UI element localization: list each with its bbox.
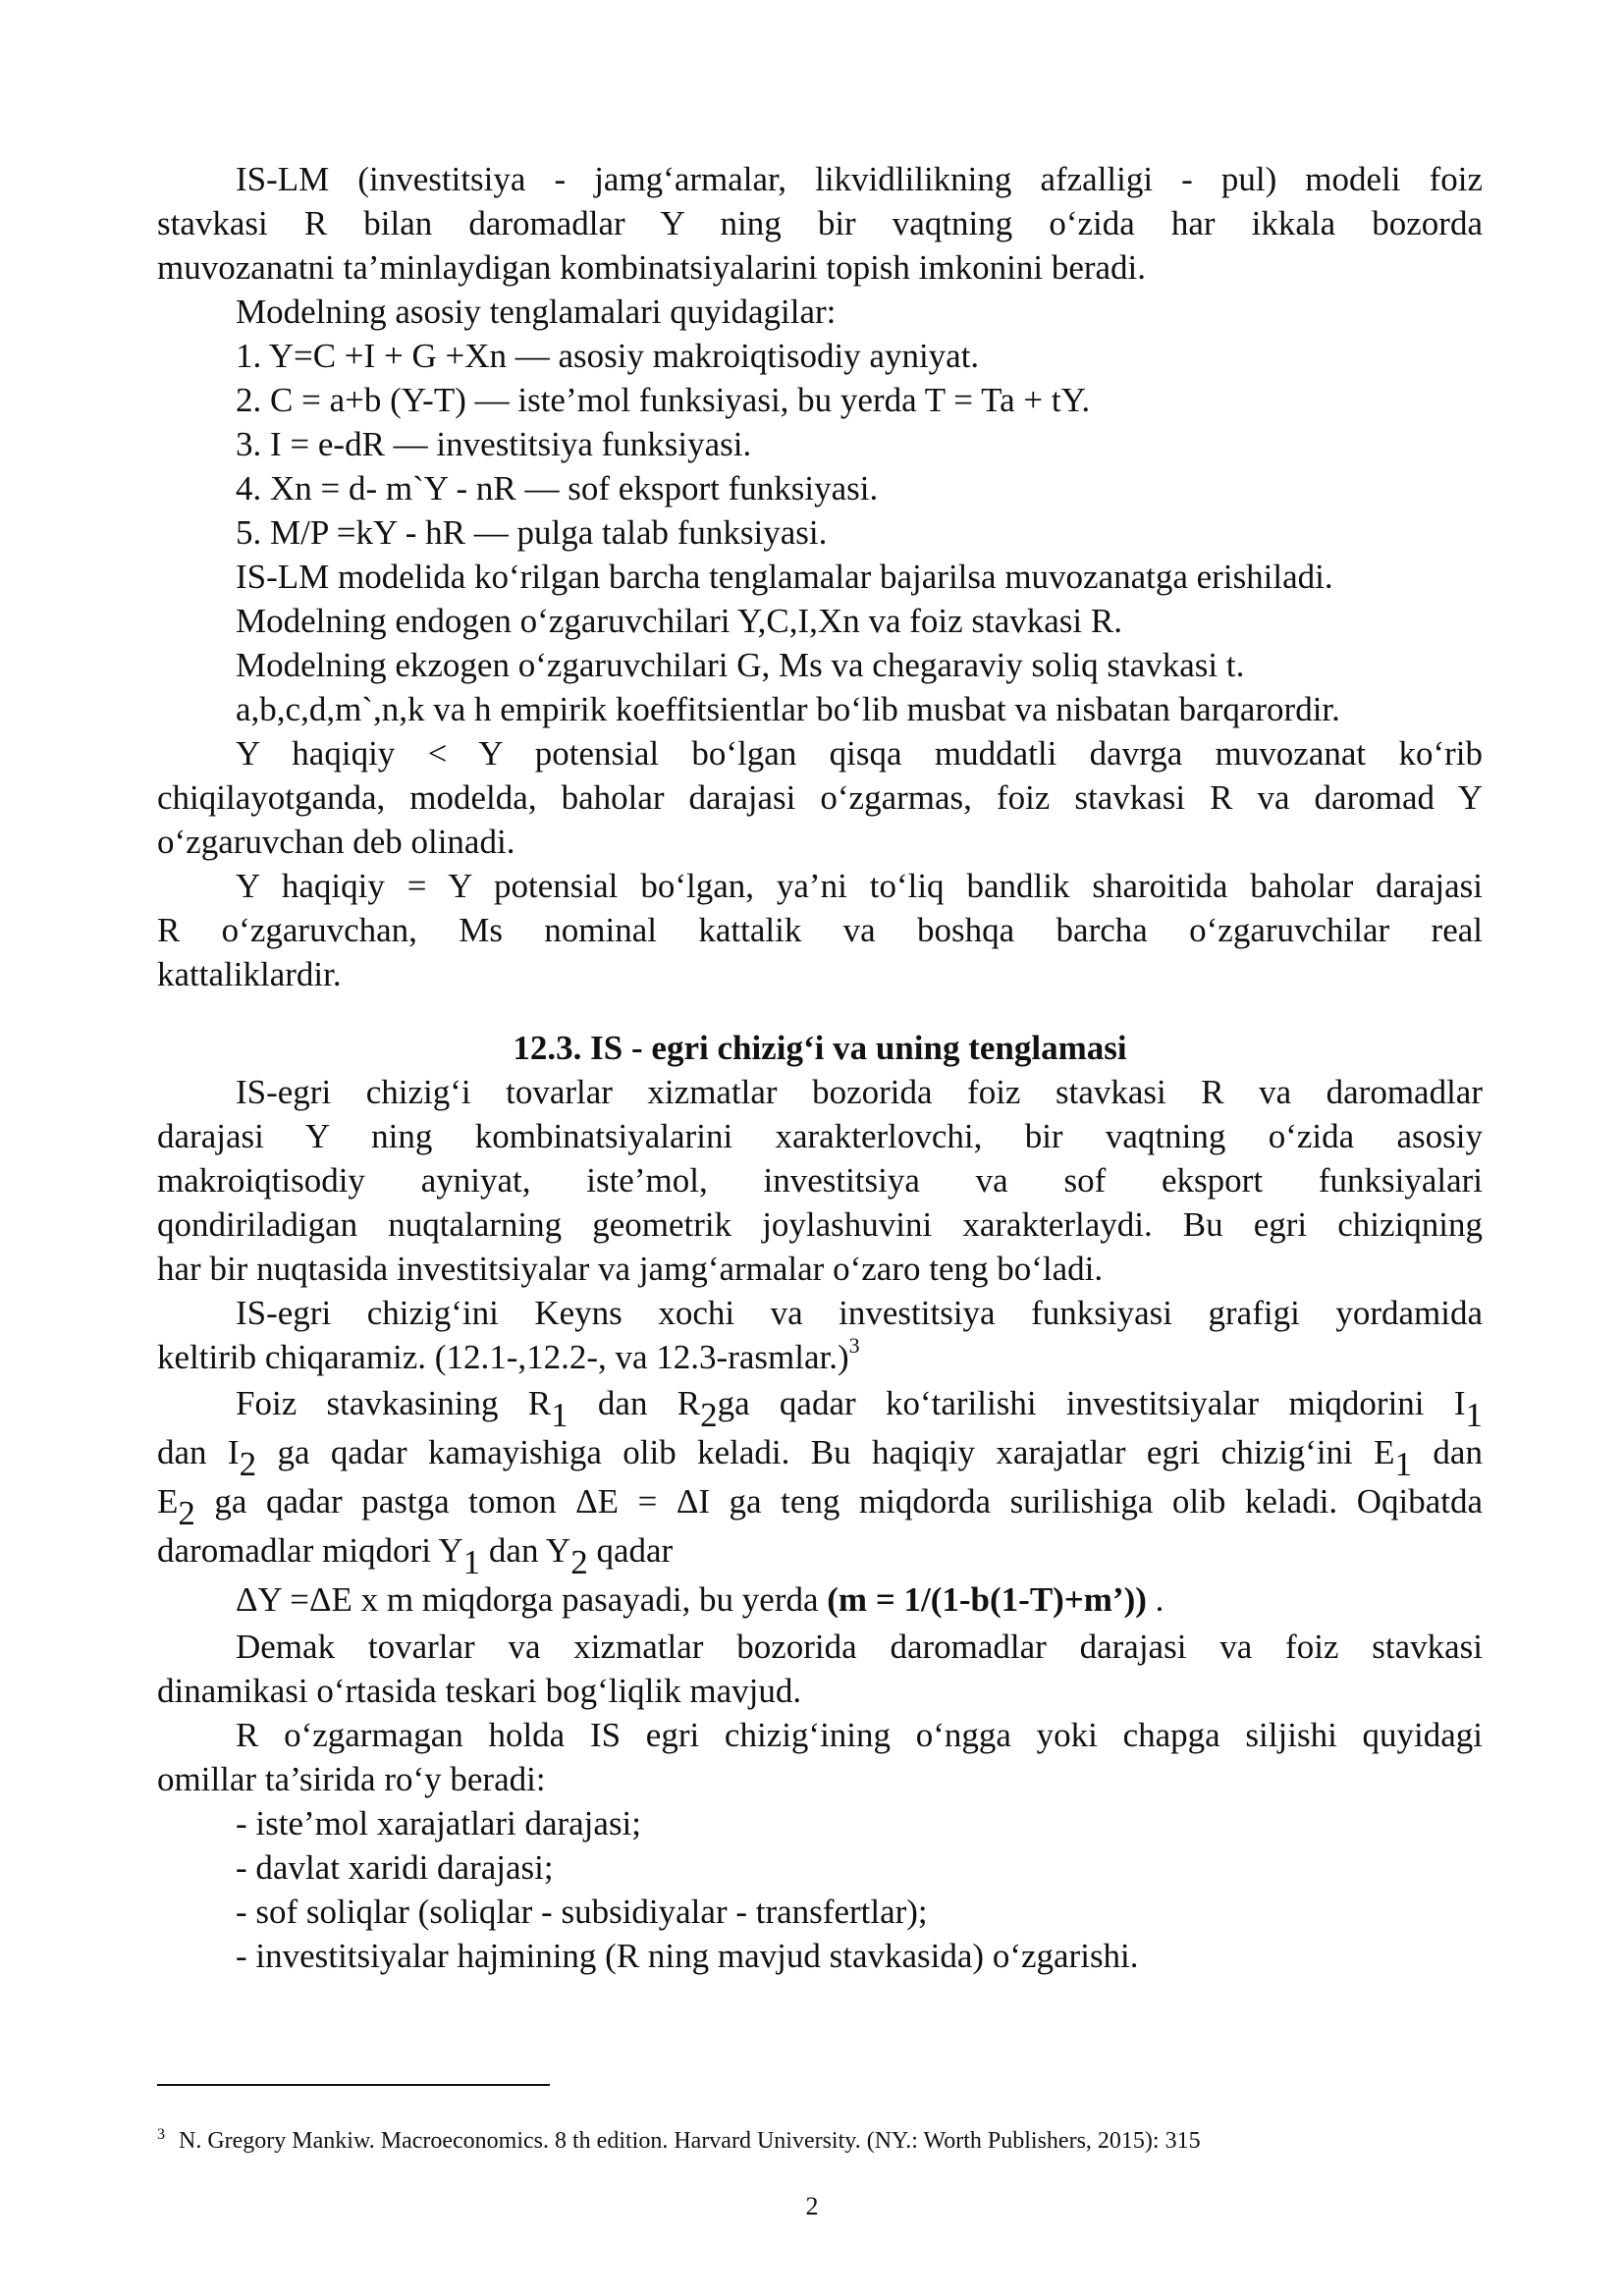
line-text: keltirib chiqaramiz. (12.1-,12.2-, va 12.3-rasmlar.) — [157, 1338, 849, 1376]
subscript: 2 — [178, 1494, 195, 1532]
page-number: 2 — [805, 2192, 819, 2220]
paragraph-line: chiqilayotganda, modelda, baholar darajasi o‘zgarmas, foiz stavkasi R va daromad Y — [157, 778, 1483, 817]
subscript: 2 — [239, 1445, 257, 1483]
line-text: ΔY =ΔE x m miqdorga pasayadi, bu yerda — [236, 1580, 828, 1619]
paragraph-line: har bir nuqtasida investitsiyalar va jamg‘armalar o‘zaro teng bo‘ladi. — [157, 1250, 1104, 1288]
subscript: 1 — [1465, 1396, 1483, 1434]
line-text: qadar — [587, 1531, 674, 1570]
paragraph-line: Demak tovarlar va xizmatlar bozorida daromadlar darajasi va foiz stavkasi — [236, 1628, 1483, 1666]
paragraph-line: makroiqtisodiy ayniyat, iste’mol, investitsiya va sof eksport funksiyalari — [157, 1161, 1483, 1200]
subscript: 1 — [1394, 1445, 1413, 1483]
line-text: dan Y — [480, 1531, 571, 1570]
line-text: Foiz stavkasining R — [236, 1384, 552, 1422]
line-text: ga qadar ko‘tarilishi investitsiyalar miqdorini I — [717, 1384, 1466, 1422]
line-text: ga qadar pastga tomon ΔE = ΔI ga teng miqdorda surilishiga olib keladi. Oqibatda — [194, 1482, 1483, 1521]
line-text: dan R — [568, 1384, 701, 1422]
paragraph-line: IS-egri chizig‘ini Keyns xochi va investitsiya funksiyasi grafigi yordamida — [236, 1294, 1483, 1332]
paragraph-line: dinamikasi o‘rtasida teskari bog‘liqlik mavjud. — [157, 1672, 802, 1710]
footnote-divider — [157, 2084, 550, 2086]
line-text: . — [1146, 1580, 1164, 1619]
subscript: 2 — [570, 1543, 588, 1581]
paragraph-line: muvozanatni ta’minlaydigan kombinatsiyalarini topish imkonini beradi. — [157, 248, 1147, 287]
equation-line: 3. I = e-dR — investitsiya funksiyasi. — [236, 425, 752, 463]
paragraph-line — [157, 1477, 1483, 1532]
paragraph-line: o‘zgaruvchan deb olinadi. — [157, 823, 515, 861]
subscript: 1 — [462, 1543, 481, 1581]
paragraph-line: IS-LM (investitsiya - jamg‘armalar, likvidlilikning afzalligi - pul) modeli foiz — [236, 160, 1483, 198]
list-item: - davlat xaridi darajasi; — [236, 1848, 554, 1887]
paragraph-line: Modelning asosiy tenglamalari quyidagilar: — [236, 293, 837, 331]
paragraph-line: qondiriladigan nuqtalarning geometrik joylashuvini xarakterlaydi. Bu egri chiziqning — [157, 1205, 1483, 1244]
paragraph-line — [157, 1379, 1483, 1434]
section-gap — [157, 996, 1483, 1026]
paragraph-line: Modelning endogen o‘zgaruvchilari Y,C,I,Xn va foiz stavkasi R. — [236, 602, 1122, 640]
line-text: dan I — [157, 1433, 240, 1471]
line-text: dan — [1412, 1433, 1483, 1471]
paragraph-line: Modelning ekzogen o‘zgaruvchilari G, Ms va chegaraviy soliq stavkasi t. — [236, 646, 1245, 684]
paragraph-line — [157, 1526, 1483, 1581]
subscript: 2 — [700, 1396, 718, 1434]
paragraph-line: R o‘zgarmagan holda IS egri chizig‘ining o‘ngga yoki chapga siljishi quyidagi — [236, 1716, 1483, 1754]
paragraph-line: a,b,c,d,m`,n,k va h empirik koeffitsientlar bo‘lib musbat va nisbatan barqarordir. — [236, 690, 1340, 728]
paragraph-line: darajasi Y ning kombinatsiyalarini xarakterlovchi, bir vaqtning o‘zida asosiy — [157, 1117, 1483, 1155]
paragraph-line: Y haqiqiy = Y potensial bo‘lgan, ya’ni to‘liq bandlik sharoitida baholar darajasi — [236, 867, 1483, 905]
formula-line — [157, 1575, 1483, 1625]
line-text: daromadlar miqdori Y — [157, 1531, 463, 1570]
footnote — [157, 2120, 1483, 2156]
subscript: 1 — [551, 1396, 568, 1434]
footnote-reference: 3 — [848, 1333, 860, 1358]
equation-line: 5. M/P =kY - hR — pulga talab funksiyasi. — [236, 513, 828, 552]
list-item: - sof soliqlar (soliqlar - subsidiyalar - transfertlar); — [236, 1893, 928, 1931]
line-text: ga qadar kamayishiga olib keladi. Bu haqiqiy xarajatlar egri chizig‘ini E — [256, 1433, 1395, 1471]
line-text: E — [157, 1482, 179, 1521]
paragraph-line: Y haqiqiy < Y potensial bo‘lgan qisqa muddatli davrga muvozanat ko‘rib — [236, 734, 1483, 773]
equation-line: 2. C = a+b (Y-T) — iste’mol funksiyasi, bu yerda T = Ta + tY. — [236, 381, 1091, 419]
body-text — [157, 157, 1483, 1978]
equation-line: 1. Y=C +I + G +Xn — asosiy makroiqtisodiy ayniyat. — [236, 337, 980, 375]
section-heading: 12.3. IS - egri chizig‘i va uning tenglamasi — [513, 1029, 1127, 1067]
paragraph-line — [157, 1335, 1483, 1379]
equation-line: 4. Xn = d- m`Y - nR — sof eksport funksiyasi. — [236, 469, 879, 507]
paragraph-line: stavkasi R bilan daromadlar Y ning bir vaqtning o‘zida har ikkala bozorda — [157, 204, 1483, 242]
paragraph-line: IS-LM modelida ko‘rilgan barcha tenglamalar bajarilsa muvozanatga erishiladi. — [236, 558, 1333, 596]
list-item: - investitsiyalar hajmining (R ning mavjud stavkasida) o‘zgarishi. — [236, 1937, 1139, 1975]
paragraph-line: kattaliklardir. — [157, 955, 342, 993]
footnote-text: N. Gregory Mankiw. Macroeconomics. 8 th edition. Harvard University. (NY.: Worth Publishers, 2015): 315 — [179, 2128, 1201, 2154]
list-item: - iste’mol xarajatlari darajasi; — [236, 1804, 642, 1842]
paragraph-line: IS-egri chizig‘i tovarlar xizmatlar bozorida foiz stavkasi R va daromadlar — [236, 1073, 1483, 1111]
paragraph-line: R o‘zgaruvchan, Ms nominal kattalik va boshqa barcha o‘zgaruvchilar real — [157, 911, 1483, 949]
footnote-mark: 3 — [157, 2126, 165, 2143]
paragraph-line: omillar ta’sirida ro‘y beradi: — [157, 1760, 546, 1798]
multiplier-formula: (m = 1/(1-b(1-T)+m’)) — [827, 1580, 1147, 1619]
paragraph-line — [157, 1428, 1483, 1483]
